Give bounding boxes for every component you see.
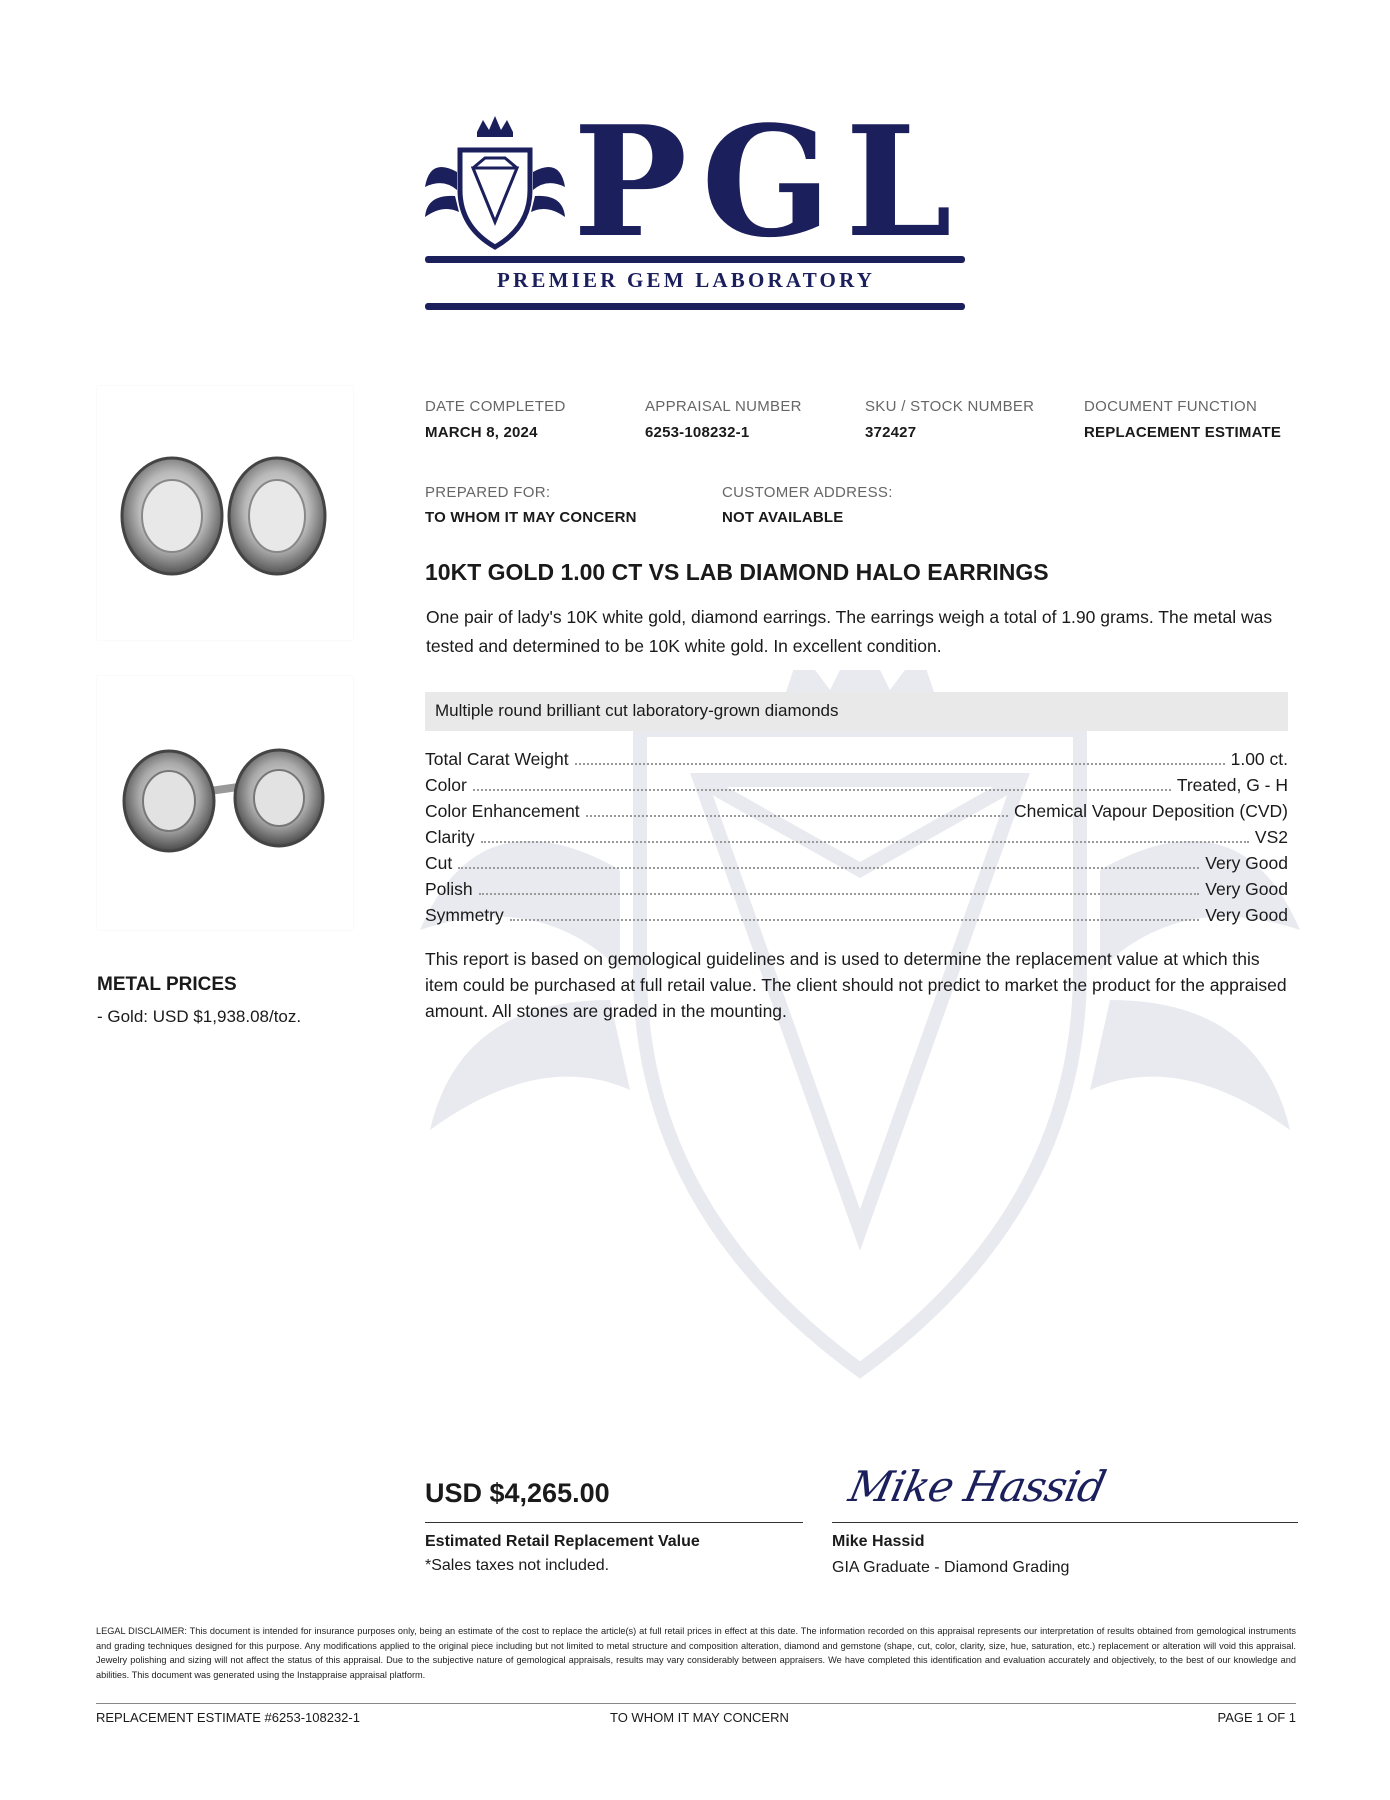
brand-tagline: PREMIER GEM LABORATORY xyxy=(497,268,876,292)
report-note: This report is based on gemological guidelines and is used to determine the replacement value at which this item could be purchased at full retail value. The client should not predict to market the product for the appraised amount. All stones are graded in the mounting. xyxy=(425,949,1287,1021)
address-value: NOT AVAILABLE xyxy=(722,509,844,526)
spec-label: Symmetry xyxy=(425,905,504,925)
spec-row xyxy=(425,798,1288,822)
footer-right: PAGE 1 OF 1 xyxy=(1217,1710,1296,1725)
prepared-label: PREPARED FOR: xyxy=(425,484,551,501)
legal-disclaimer: LEGAL DISCLAIMER: This document is intended for insurance purposes only, being an estimate of the cost to replace the article(s) at full retail prices in effect at this date. The information recorded on this appraisal represents our interpretation of results obtained from gemological instruments and grading techniques designed for this purpose. Any modifications applied to the original piece including but not limited to metal structure and composition alteration, diamond and gemstone (shape, cut, color, clarity, size, hue, saturation, etc.) replacement or alteration will void this appraisal. Jewelry polishing and sizing will not affect the status of this appraisal. Due to the subjective nature of gemological appraisals, results may vary considerably between appraisers. We have completed this identification and evaluation accurately and objectively, to the best of our knowledge and abilities. This document was generated using the Instappraise appraisal platform. xyxy=(96,1626,1296,1680)
spec-row xyxy=(425,902,1288,926)
function-value: REPLACEMENT ESTIMATE xyxy=(1084,424,1282,441)
appraisal-value: 6253-108232-1 xyxy=(645,424,750,441)
signature: Mike Hassid xyxy=(844,1462,1110,1511)
signer-title: GIA Graduate - Diamond Grading xyxy=(832,1559,1070,1576)
footer-divider xyxy=(96,1703,1296,1704)
signer-name: Mike Hassid xyxy=(832,1533,925,1550)
earrings-front-image xyxy=(97,386,353,640)
spec-value: 1.00 ct. xyxy=(1230,749,1288,769)
brand-name: PGL xyxy=(573,92,966,271)
spec-label: Cut xyxy=(425,853,453,873)
gold-price: - Gold: USD $1,938.08/toz. xyxy=(97,1007,302,1026)
pgl-logo xyxy=(425,92,966,314)
spec-row xyxy=(425,824,1288,848)
date-value: MARCH 8, 2024 xyxy=(425,424,538,441)
metal-prices-heading: METAL PRICES xyxy=(97,974,237,995)
valuation-amount: USD $4,265.00 xyxy=(425,1478,610,1508)
earrings-side-image xyxy=(97,676,353,930)
spec-value: Chemical Vapour Deposition (CVD) xyxy=(1014,801,1288,821)
appraisal-label: APPRAISAL NUMBER xyxy=(645,398,802,415)
spec-label: Clarity xyxy=(425,827,475,847)
spec-label: Color xyxy=(425,775,467,795)
spec-value: VS2 xyxy=(1254,827,1288,847)
date-label: DATE COMPLETED xyxy=(425,398,566,415)
stone-heading: Multiple round brilliant cut laboratory-grown diamonds xyxy=(435,701,839,720)
item-description: One pair of lady's 10K white gold, diamond earrings. The earrings weigh a total of 1.90 grams. The metal was tested and determined to be 10K white gold. In excellent condition. xyxy=(426,607,1273,656)
footer-center: TO WHOM IT MAY CONCERN xyxy=(610,1710,789,1725)
sku-label: SKU / STOCK NUMBER xyxy=(865,398,1035,415)
valuation-divider xyxy=(425,1522,803,1523)
function-label: DOCUMENT FUNCTION xyxy=(1084,398,1258,415)
address-label: CUSTOMER ADDRESS: xyxy=(722,484,893,501)
sku-value: 372427 xyxy=(865,424,917,441)
item-title: 10KT GOLD 1.00 CT VS LAB DIAMOND HALO EARRINGS xyxy=(425,559,1049,585)
signature-divider xyxy=(832,1522,1298,1523)
spec-value: Very Good xyxy=(1205,879,1288,899)
spec-row xyxy=(425,746,1288,770)
spec-label: Total Carat Weight xyxy=(425,749,569,769)
spec-value: Very Good xyxy=(1205,853,1288,873)
spec-row xyxy=(425,876,1288,900)
stone-heading-bar xyxy=(425,692,1288,731)
prepared-value: TO WHOM IT MAY CONCERN xyxy=(425,509,637,526)
spec-value: Treated, G - H xyxy=(1176,775,1288,795)
spec-value: Very Good xyxy=(1205,905,1288,925)
valuation-note: *Sales taxes not included. xyxy=(425,1557,610,1574)
footer-left: REPLACEMENT ESTIMATE #6253-108232-1 xyxy=(96,1710,360,1725)
spec-row xyxy=(425,772,1288,796)
spec-label: Color Enhancement xyxy=(425,801,580,821)
spec-label: Polish xyxy=(425,879,473,899)
spec-row xyxy=(425,850,1288,874)
valuation-label: Estimated Retail Replacement Value xyxy=(425,1533,700,1550)
